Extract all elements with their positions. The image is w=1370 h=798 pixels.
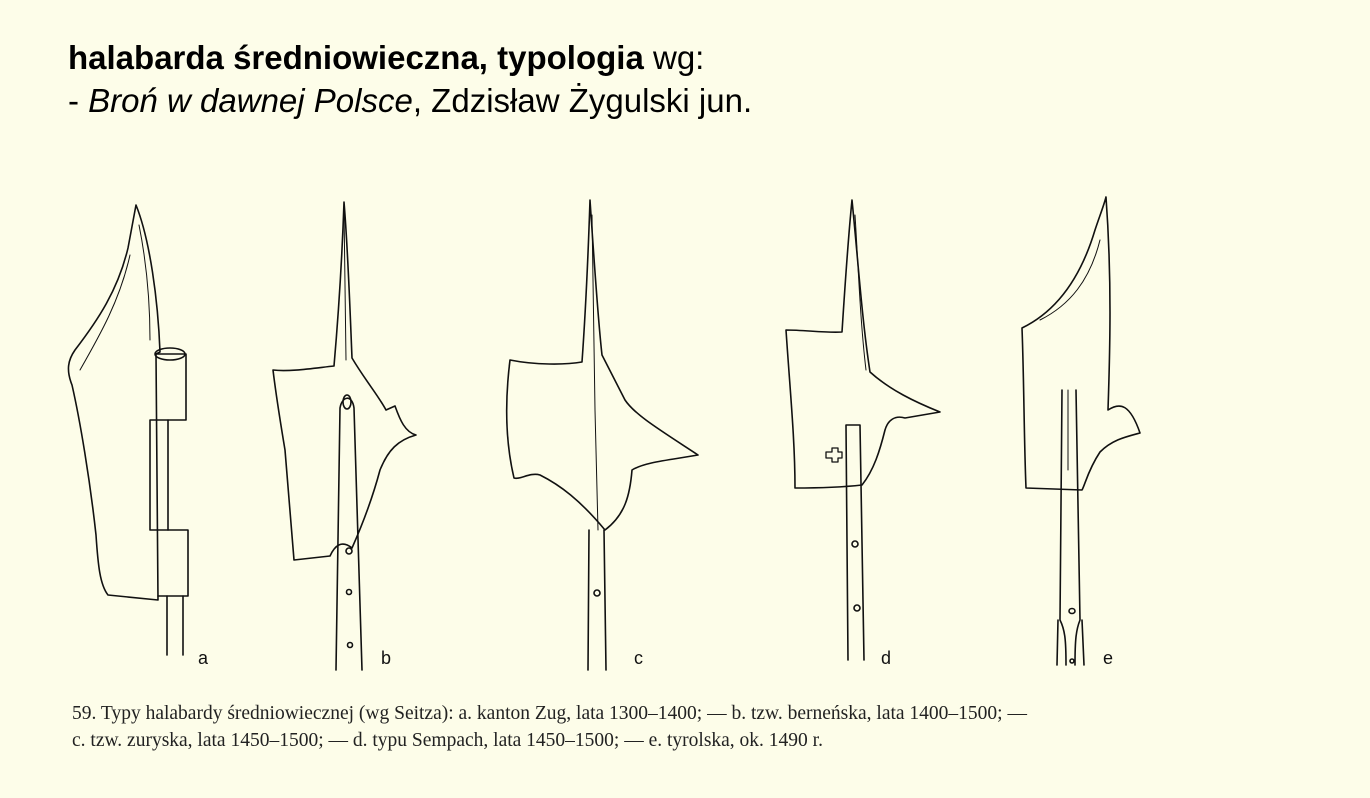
halberd-a-socket xyxy=(156,354,188,596)
label-b: b xyxy=(381,648,392,668)
halberd-b-rivet-2 xyxy=(347,590,352,595)
halberd-a-shaft xyxy=(167,596,183,655)
halberd-d-cross-mark xyxy=(826,448,842,462)
caption-line-1: 59. Typy halabardy średniowiecznej (wg Seitza): a. kanton Zug, lata 1300–1400; — b. tzw. berneńska, lata 1400–1500; — xyxy=(72,703,1027,724)
title-suffix: wg: xyxy=(643,39,705,76)
figure-caption xyxy=(72,700,1332,754)
label-e: e xyxy=(1103,648,1114,668)
label-d: d xyxy=(881,648,892,668)
halberd-d-rivet-2 xyxy=(854,605,860,611)
halberd-e-langet xyxy=(1057,390,1084,665)
halberd-c xyxy=(507,200,698,670)
halberd-e-rivet-1 xyxy=(1069,609,1075,614)
title-line-1 xyxy=(68,36,752,79)
halberd-e-rivet-2 xyxy=(1070,659,1074,663)
halberd-b-rivet-top xyxy=(343,395,351,409)
halberd-b-langet xyxy=(336,398,362,670)
title-bold-text: halabarda średniowieczna, typologia xyxy=(68,39,644,76)
halberd-b-rivet-1 xyxy=(346,548,352,554)
halberd-a-blade xyxy=(68,205,160,600)
source-author: , Zdzisław Żygulski jun. xyxy=(412,82,753,119)
halberd-a-blade-bevel xyxy=(80,225,150,370)
label-a: a xyxy=(198,648,209,668)
title-line-2 xyxy=(68,79,752,122)
halberd-e xyxy=(1022,197,1140,668)
halberd-typology-figure xyxy=(0,180,1370,680)
halberd-b-rivet-3 xyxy=(348,643,353,648)
halberd-a-socket-slot xyxy=(150,420,168,530)
halberd-d-langet xyxy=(846,425,864,660)
halberd-e-blade-bevel xyxy=(1040,240,1100,320)
halberd-d-rivet-1 xyxy=(852,541,858,547)
caption-line-2: c. tzw. zuryska, lata 1450–1500; — d. typu Sempach, lata 1450–1500; — e. tyrolska, ok. 1490 r. xyxy=(72,730,823,751)
source-book-title: Broń w dawnej Polsce xyxy=(88,82,413,119)
halberd-e-blade xyxy=(1022,197,1140,490)
halberd-d xyxy=(786,200,940,668)
title-block xyxy=(68,36,752,122)
halberd-c-blade xyxy=(507,200,698,530)
source-prefix: - xyxy=(68,82,89,119)
halberd-c-rivet xyxy=(594,590,600,596)
halberd-c-shaft xyxy=(588,530,606,670)
halberd-b xyxy=(273,202,416,670)
halberd-a xyxy=(68,205,209,668)
label-c: c xyxy=(634,648,643,668)
